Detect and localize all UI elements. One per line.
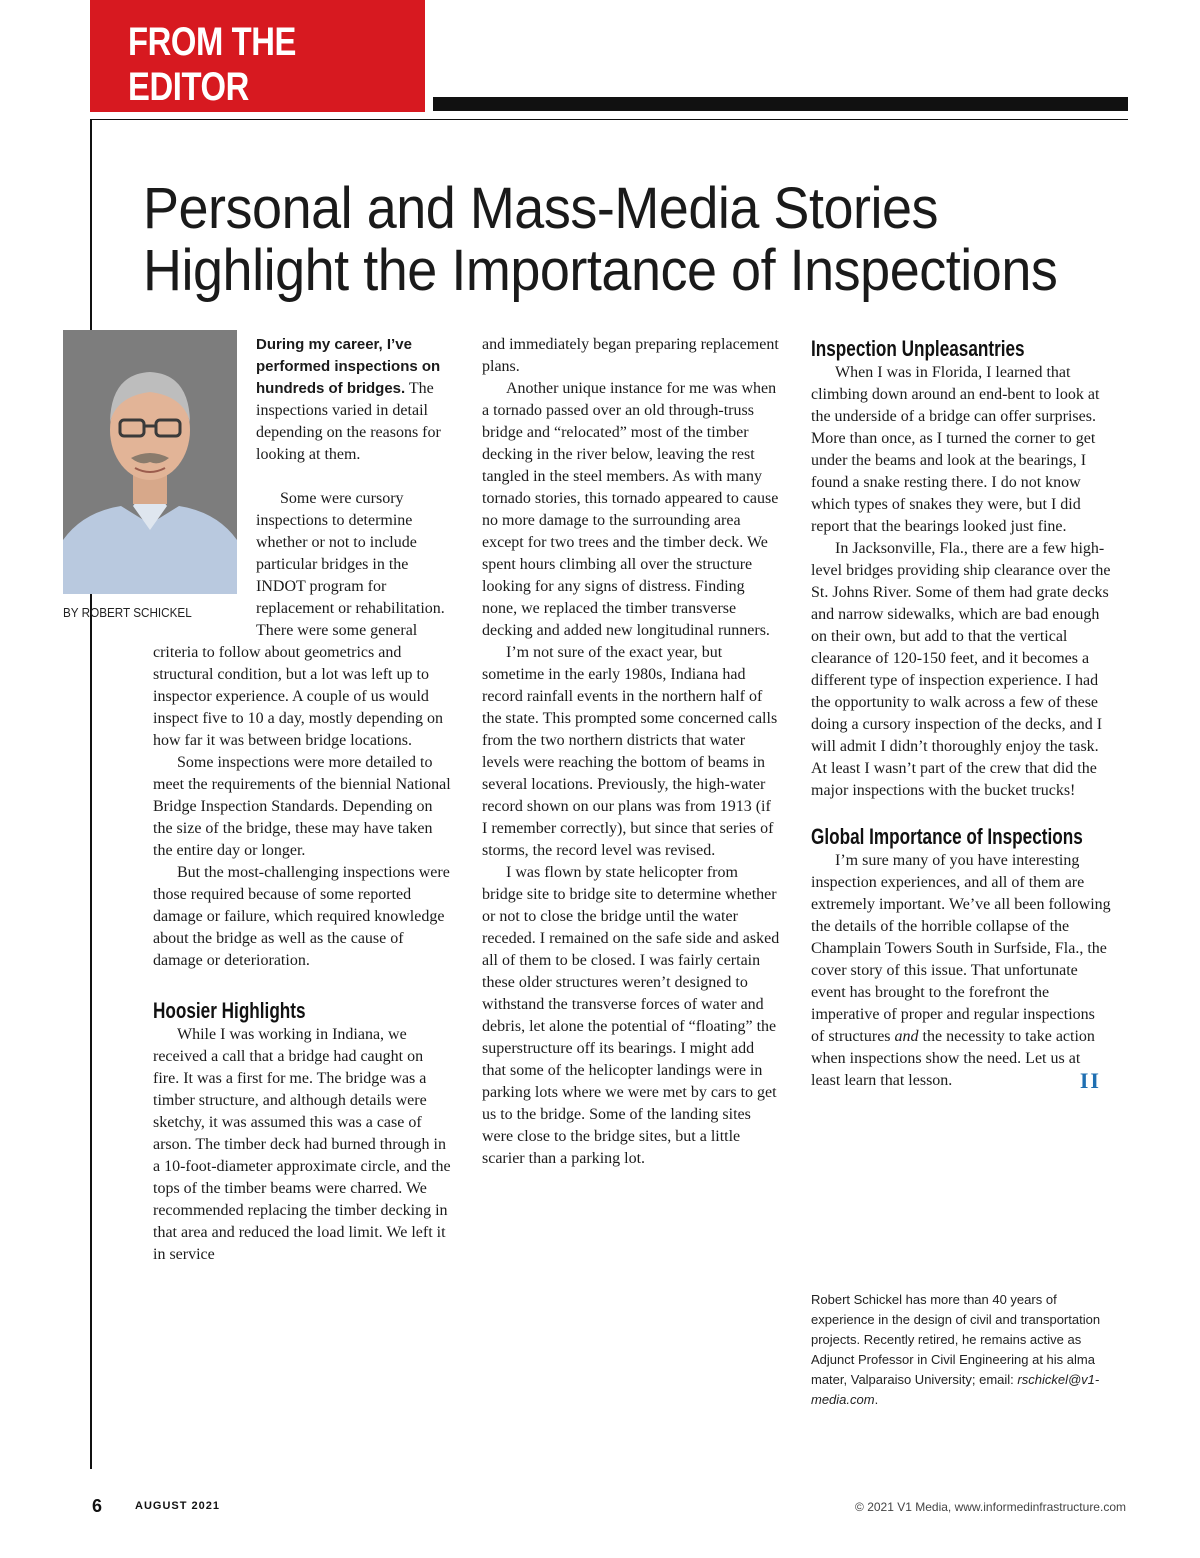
paragraph: In Jacksonville, Fla., there are a few high-level bridges providing ship clearance over the St. Johns River. Some of them had grate decks and narrow sidewalks, which are bad enough on their own, but add to that the vertical clearance of 120-150 feet, and it becomes a different type of inspection experience. I had the opportunity to walk across a few of these doing a cursory inspection of the decks, and I will admit I didn’t thoroughly enjoy the task. At least I wasn’t part of the crew that did the major inspections with the bucket trucks! (811, 540, 1111, 799)
subhead-hoosier-highlights: Hoosier Highlights (153, 998, 306, 1023)
paragraph: When I was in Florida, I learned that climbing down around an end-bent to look at the underside of a bridge can offer surprises. More than once, as I turned the corner to get under the beams and look at the bearings, I found a snake resting there. I do not know which types of snakes they were, but I did report that the bearings looked just fine. (811, 364, 1100, 535)
header-rule (433, 97, 1128, 111)
paragraph: I was flown by state helicopter from bridge site to bridge site to determine whether or not to close the bridge until the water receded. I remained on the safe side and asked all of them to be closed. I was fairly certain these older structures weren’t designed to withstand the transverse forces of water and debris, let alone the potential of “floating” the superstructure off its bearings. I might add that some of the helicopter landings were in parking lots where we were met by cars to get us to the bridge. Some of the landing sites were close to the bridge sites, but a little scarier than a parking lot. (482, 864, 780, 1167)
column-1-top (256, 334, 451, 466)
article-headline (143, 178, 1143, 302)
lead-paragraph (256, 334, 451, 466)
subhead-global-importance: Global Importance of Inspections (811, 824, 1083, 849)
page-number: 6 (92, 1496, 103, 1516)
column-1 (153, 488, 451, 1266)
subhead-inspection-unpleasantries: Inspection Unpleasantries (811, 336, 1025, 361)
headline-line-1: Personal and Mass-Media Stories (143, 176, 939, 241)
lead-bold-text: During my career, I’ve performed inspections on hundreds of bridges. (256, 336, 441, 397)
bio-text: Robert Schickel has more than 40 years of experience in the design of civil and transportation projects. Recently retired, he remains active as Adjunct Professor in Civil Engineering at his alma mater, Valparaiso University; email: (811, 1292, 1101, 1387)
paragraph: Some inspections were more detailed to meet the requirements of the biennial National Bridge Inspection Standards. Depending on the size of the bridge, these may have taken the entire day or longer. (153, 754, 451, 859)
section-tab (90, 0, 425, 112)
issue-date: AUGUST 2021 (135, 1500, 220, 1512)
column-3 (811, 336, 1111, 1092)
paragraph: I’m not sure of the exact year, but sometime in the early 1980s, Indiana had record rainfall events in the northern half of the state. This prompted some concerned calls from the two northern districts that water levels were reaching the bottom of beams in several locations. Previously, the high-water record shown on our plans was from 1913 (if I remember correctly), but since that series of storms, the record level was revised. (482, 644, 778, 859)
column-2 (482, 334, 780, 1170)
paragraph: and immediately began preparing replacement plans. (482, 336, 779, 375)
margin-rule (90, 119, 92, 1469)
paragraph: Another unique instance for me was when a tornado passed over an old through-truss bridge and “relocated” most of the timber decking in the river below, leaving the rest tangled in the steel members. As with many tornado stories, this tornado appeared to cause no more damage to the surrounding area except for two trees and the timber deck. We spent hours climbing all over the structure looking for any signs of distress. Finding none, we replaced the timber transverse decking and added new longitudinal runners. (482, 380, 779, 639)
paragraph: But the most-challenging inspections were those required because of some reported damage or failure, which required knowledge about the bridge as well as the cause of damage or deterioration. (153, 864, 450, 969)
copyright-notice: © 2021 V1 Media, www.informedinfrastructure.com (855, 1500, 1126, 1514)
bio-email-link[interactable]: rschickel@v1-media.com (811, 1372, 1100, 1407)
paragraph: While I was working in Indiana, we received a call that a bridge had caught on fire. It was a first for me. The bridge was a timber structure, and although details were sketchy, it was assumed this was a case of arson. The timber deck had burned through in a 10-foot-diameter approximate circle, and the tops of the timber beams were charred. We recommended replacing the timber decking in that area and reduced the load limit. We left it in service (153, 1026, 451, 1263)
byline: BY ROBERT SCHICKEL (63, 605, 192, 620)
paragraph: Some were cursory inspections to determine whether or not to include particular bridges in the INDOT program for replacement or rehabilitation. There were some general criteria to follow about geometrics and structural condition, but a lot was left up to inspector experience. A couple of us would inspect five to 10 a day, mostly depending on how far it was between bridge locations. (153, 490, 445, 749)
emphasis-and: and (894, 1028, 919, 1045)
lead-rest-text: The inspections varied in detail depending on the reasons for looking at them. (256, 380, 441, 463)
author-bio: Robert Schickel has more than 40 years of experience in the design of civil and transportation projects. Recently retired, he remains active as Adjunct Professor in Civil Engineering at his alma mater, Valparaiso University; email: rschickel@v1-media.com. (811, 1292, 1101, 1407)
headline-line-2: Highlight the Importance of Inspections (143, 238, 1058, 303)
header-thin-rule (90, 119, 1128, 120)
section-label: FROM THE EDITOR (128, 20, 296, 109)
end-mark-icon: II (1079, 1068, 1101, 1093)
photo-wrap-spacer (153, 488, 256, 640)
closing-paragraph: I’m sure many of you have interesting inspection experiences, and all of them are extremely important. We’ve all been following the details of the horrible collapse of the Champlain Towers South in Surfside, Fla., the cover story of this issue. That unfortunate event has brought to the forefront the imperative of proper and regular inspections of structures and the necessity to take action when inspections show the need. Let us at least learn that lesson. II (811, 852, 1111, 1093)
